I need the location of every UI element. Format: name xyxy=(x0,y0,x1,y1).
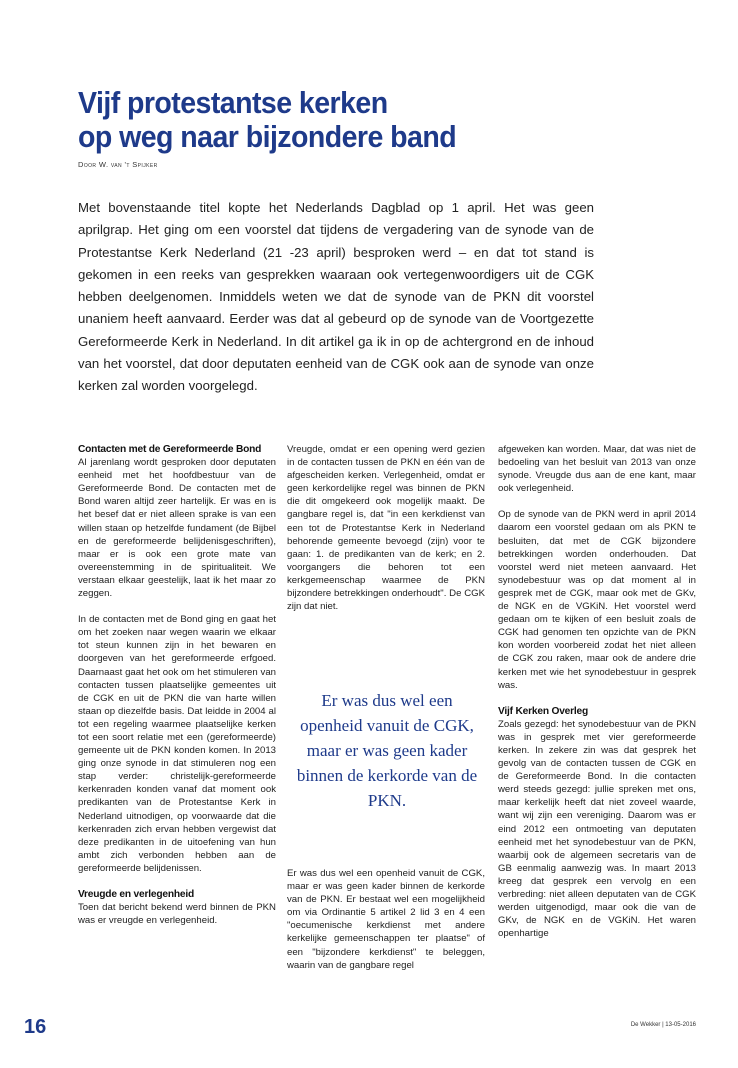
column-3 xyxy=(498,443,696,953)
column-2 xyxy=(287,443,485,626)
section-heading-gereformeerde-bond: Contacten met de Gereformeerde Bond xyxy=(78,444,262,455)
title-line-1: Vijf protestantse kerken xyxy=(78,85,388,120)
paragraph: Al jarenlang wordt gesproken door deputaten eenheid met het hoofdbestuur van de Gereformeerde Bond. De contacten met de Bond waren altijd zeer hartelijk. Er was en is het besef dat er niet alleen sprake is van een willen staan op hetzelfde fundament (de Bijbel en de gereformeerde belijdenisgeschriften), maar er is ook een grote mate van overeenstemming in de spiritualiteit. We verstaan elkaar geestelijk, laat ik het maar zo zeggen. xyxy=(78,457,276,600)
intro-paragraph: Met bovenstaande titel kopte het Nederlands Dagblad op 1 april. Het was geen aprilgrap. Het ging om een voorstel dat tijdens de vergadering van de synode van de Protestantse Kerk Nederland (21 -23 april) besproken werd – en dat tot stand is gekomen in een reeks van gesprekken waaraan ook vertegenwoordigers uit de CGK hebben deelgenomen. Inmiddels weten we dat de synode van de PKN dit voorstel unaniem heeft aanvaard. Eerder was dat al gebeurd op de synode van de Voortgezette Gereformeerde Kerk in Nederland. In dit artikel ga ik in op de achtergrond en de inhoud van het voorstel, dat door deputaten eenheid van de CGK ook aan de synode van onze kerken zal worden voorgelegd. xyxy=(78,200,594,394)
pull-quote: Er was dus wel een openheid vanuit de CGK, maar er was geen kader binnen de kerkorde van de PKN. xyxy=(296,691,478,810)
title-line-2: op weg naar bijzondere band xyxy=(78,119,457,154)
publication-footer: De Wekker | 13-05-2016 xyxy=(630,1022,696,1028)
article-title xyxy=(78,86,630,154)
column-1 xyxy=(78,443,276,940)
paragraph: Zoals gezegd: het synodebestuur van de PKN was in gesprek met vier gereformeerde kerken. In zekere zin was dat gesprek het gevolg van de contacten tussen de CGK en de Gereformeerde Bond. In die contacten werd steeds gezegd: jullie spreken met ons, maar kerkelijk heeft dat niet zoveel waarde, want wij zijn een vereniging. Daarom was er eind 2012 een ontmoeting van deputaten eenheid met het synodebestuur van de PKN, waarbij ook de algemeen secretaris van de GB eenmalig aanwezig was. In maart 2013 kreeg dat gesprek een vervolg en een verbreding: niet alleen deputaten van de CGK werden uitgenodigd, maar ook die van de GKv, de NGK en de VGKiN. Het waren openhartige xyxy=(498,718,696,940)
section-heading-vijf-kerken: Vijf Kerken Overleg xyxy=(498,705,589,717)
paragraph: afgeweken kan worden. Maar, dat was niet de bedoeling van het besluit van 2013 van onze synode. Vreugde dus aan de ene kant, maar ook verlegenheid. xyxy=(498,444,696,495)
section-heading-vreugde: Vreugde en verlegenheid xyxy=(78,889,194,900)
page-number: 16 xyxy=(24,1016,47,1038)
paragraph: Op de synode van de PKN werd in april 2014 daarom een voorstel gedaan om als PKN te besluiten, dat met de CGK bijzondere betrekkingen worden onderhouden. Dat voorstel werd niet meteen aanvaard. Het synodebestuur was op dat moment al in gesprek met de CGK, maar ook met de GKv, de NGK en de VGKiN. Het voorstel werd gedaan om te kijken of een besluit zoals de CGK had genomen ten opzichte van de PKN kon worden voorbereid zodat het niet alleen de CGK zou raken, maar ook de andere drie kerken met wie het synodebestuur in gesprek was. xyxy=(498,509,696,691)
paragraph: Er was dus wel een openheid vanuit de CGK, maar er was geen kader binnen de kerkorde van de PKN. Er bestaat wel een mogelijkheid om via Ordinantie 5 artikel 2 lid 3 en 4 een "oecumenische kerkdienst met andere kerkelijke gemeenschappen ter plaatse" of een "bijzondere kerkdienst" te beleggen, waarin van de gangbare regel xyxy=(287,868,485,971)
column-2-continued xyxy=(287,867,485,985)
byline: Door W. van 't Spijker xyxy=(78,160,158,169)
paragraph: In de contacten met de Bond ging en gaat het om het zoeken naar wegen waarin we elkaar tot steun kunnen zijn in het bewaren en doorgeven van het gereformeerde erfgoed. Daarnaast gaat het ook om het stimuleren van contacten tussen plaatselijke gemeentes uit de CGK en uit de PKN die van harte willen staan op diezelfde basis. Dat leidde in 2004 al tot een regeling waarmee plaatselijke kerken tot een soort relatie met een (gereformeerde) gemeente uit de PKN konden komen. In 2013 ging onze synode in dat stimuleren nog een stap verder: christelijk-gereformeerde kerkenraden konden vanaf dat moment ook predikanten van de Protestantse Kerk in Nederland uitnodigen, op voorwaarde dat die kerkenraden zich ervan hebben vergewist dat deze predikanten in de uitoefening van hun ambt zich verbonden hebben aan de gereformeerde belijdenissen. xyxy=(78,614,276,874)
paragraph: Vreugde, omdat er een opening werd gezien in de contacten tussen de PKN en één van de afgescheiden kerken. Verlegenheid, omdat er geen kerkordelijke regel was binnen de PKN die dit omgekeerd ook mogelijk maakt. De gangbare regel is, dat "in een kerkdienst van een tot de Protestantse Kerk in Nederland behorende gemeente bevoegd (zijn) voor te gaan: 1. de predikanten van de kerk; en 2. voorgangers die behoren tot een kerkgemeenschap waarmee de PKN bijzondere betrekkingen onderhoudt". De CGK zijn dat niet. xyxy=(287,444,485,613)
paragraph: Toen dat bericht bekend werd binnen de PKN was er vreugde en verlegenheid. xyxy=(78,902,276,927)
